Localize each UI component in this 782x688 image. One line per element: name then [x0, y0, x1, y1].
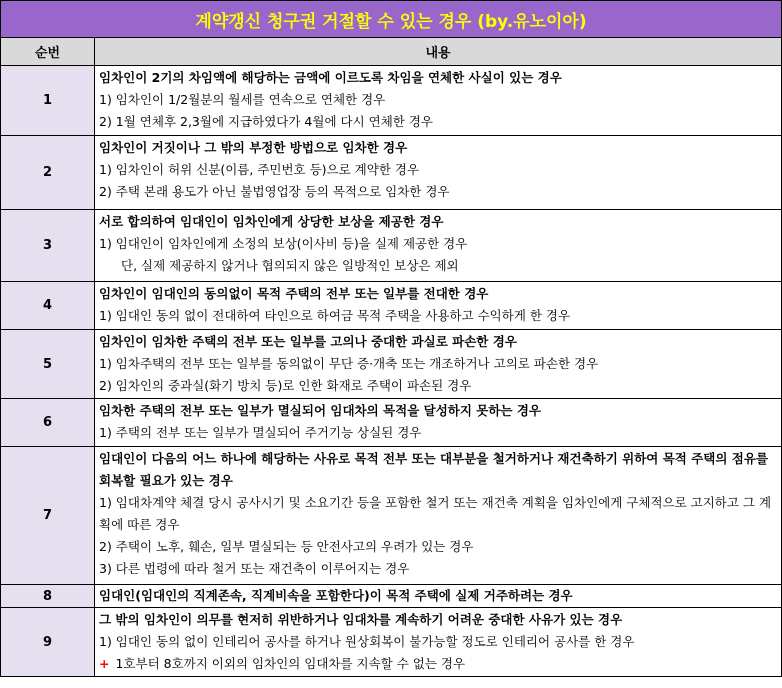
row-detail: 3) 다른 법령에 따라 철거 또는 재건축이 이루어지는 경우 — [99, 561, 410, 576]
row-number: 5 — [1, 330, 95, 399]
row-detail: 1) 임차인이 허위 신분(이름, 주민번호 등)으로 계약한 경우 — [99, 162, 420, 177]
row-detail: 단, 실제 제공하지 않거나 협의되지 않은 일방적인 보상은 제외 — [121, 258, 459, 273]
row-number: 9 — [1, 608, 95, 677]
row-detail: 1) 주택의 전부 또는 일부가 멸실되어 주거기능 상실된 경우 — [99, 425, 422, 440]
table-row — [1, 447, 782, 585]
row-detail — [99, 653, 777, 675]
row-heading: 임차인이 거짓이나 그 밖의 부정한 방법으로 임차한 경우 — [99, 140, 408, 155]
row-content — [95, 282, 782, 330]
row-number: 8 — [1, 585, 95, 608]
row-heading: 임차인이 임차한 주택의 전부 또는 일부를 고의나 중대한 과실로 파손한 경우 — [99, 334, 517, 349]
row-heading: 서로 합의하여 임대인이 임차인에게 상당한 보상을 제공한 경우 — [99, 214, 444, 229]
row-heading: 임차인이 임대인의 동의없이 목적 주택의 전부 또는 일부를 전대한 경우 — [99, 286, 489, 301]
table-row — [1, 608, 782, 677]
row-content — [95, 136, 782, 210]
row-content — [95, 66, 782, 136]
row-detail: 1) 임대인 동의 없이 전대하여 타인으로 하여금 목적 주택을 사용하고 수익하게 한 경우 — [99, 308, 571, 323]
row-detail: 1) 임대인 동의 없이 인테리어 공사를 하거나 원상회복이 불가능할 정도로 인테리어 공사를 한 경우 — [99, 634, 635, 649]
row-detail: 1) 임차주택의 전부 또는 일부를 동의없이 무단 증·개축 또는 개조하거나 고의로 파손한 경우 — [99, 356, 599, 371]
row-number: 7 — [1, 447, 95, 585]
table-row — [1, 399, 782, 447]
row-number: 6 — [1, 399, 95, 447]
row-number: 3 — [1, 210, 95, 282]
row-detail: 1) 임대차계약 체결 당시 공사시기 및 소요기간 등을 포함한 철거 또는 재건축 계획을 임차인에게 구체적으로 고지하고 그 계획에 따른 경우 — [99, 495, 772, 532]
row-detail-text: 1호부터 8호까지 이외의 임차인의 임대차를 지속할 수 없는 경우 — [115, 656, 466, 671]
row-content — [95, 210, 782, 282]
table-row — [1, 136, 782, 210]
row-content — [95, 447, 782, 585]
plus-marker: + — [99, 656, 110, 671]
table-row — [1, 66, 782, 136]
row-number: 2 — [1, 136, 95, 210]
row-number: 4 — [1, 282, 95, 330]
row-heading: 임대인(임대인의 직계존속, 직계비속을 포함한다)이 목적 주택에 실제 거주하려는 경우 — [99, 588, 573, 603]
row-content — [95, 399, 782, 447]
row-heading: 그 밖의 임차인이 의무를 현저히 위반하거나 임대차를 계속하기 어려운 중대한 사유가 있는 경우 — [99, 612, 623, 627]
row-detail: 2) 임차인의 중과실(화기 방치 등)로 인한 화재로 주택이 파손된 경우 — [99, 378, 472, 393]
row-heading: 임대인이 다음의 어느 하나에 해당하는 사유로 목적 전부 또는 대부분을 철거하거나 재건축하기 위하여 목적 주택의 점유를 회복할 필요가 있는 경우 — [99, 451, 769, 488]
table-row — [1, 330, 782, 399]
row-heading: 임차인이 2기의 차임액에 해당하는 금액에 이르도록 차임을 연체한 사실이 있는 경우 — [99, 70, 562, 85]
row-detail: 1) 임차인이 1/2월분의 월세를 연속으로 연체한 경우 — [99, 92, 386, 107]
header-content: 내용 — [95, 38, 782, 66]
table-row — [1, 585, 782, 608]
header-num: 순번 — [1, 38, 95, 66]
row-number: 1 — [1, 66, 95, 136]
table-title: 계약갱신 청구권 거절할 수 있는 경우 (by.유노이아) — [1, 1, 782, 38]
row-content — [95, 330, 782, 399]
table-row — [1, 210, 782, 282]
row-content — [95, 585, 782, 608]
row-detail: 2) 1월 연체후 2,3월에 지급하였다가 4월에 다시 연체한 경우 — [99, 114, 433, 129]
table-row — [1, 282, 782, 330]
row-detail: 2) 주택이 노후, 훼손, 일부 멸실되는 등 안전사고의 우려가 있는 경우 — [99, 539, 474, 554]
row-detail: 1) 임대인이 임차인에게 소정의 보상(이사비 등)을 실제 제공한 경우 — [99, 236, 468, 251]
row-heading: 임차한 주택의 전부 또는 일부가 멸실되어 임대차의 목적을 달성하지 못하는 경우 — [99, 403, 541, 418]
table-body — [1, 66, 782, 677]
row-detail: 2) 주택 본래 용도가 아닌 불법영업장 등의 목적으로 임차한 경우 — [99, 184, 450, 199]
title-row — [1, 1, 782, 38]
row-content — [95, 608, 782, 677]
header-row — [1, 38, 782, 66]
